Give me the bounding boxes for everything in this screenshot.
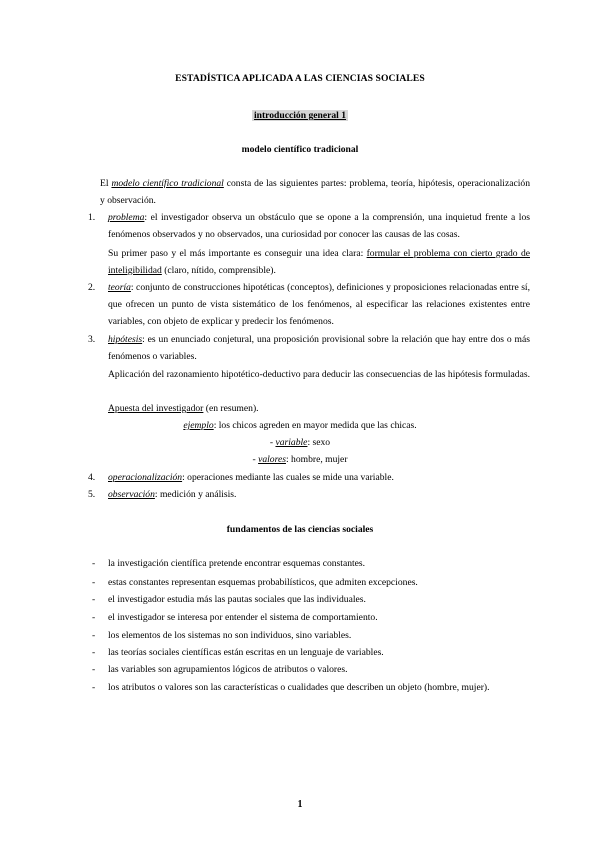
list-item-operacionalizacion — [88, 469, 530, 486]
extra-post: (claro, nítido, comprensible). — [161, 265, 276, 276]
hipotesis-extra: Aplicación del razonamiento hipotético-deductivo para deducir las consecuencias de las hipótesis formuladas. — [108, 369, 530, 380]
extra-underlined: formular el problema con cierto grado de inteligibilidad — [108, 248, 530, 276]
bullet-text: las teorías sociales científicas están escritas en un lenguaje de variables. — [108, 647, 384, 658]
item-text: : el investigador observa un obstáculo que se opone a la comprensión, una inquietud frente a los fenómenos observados y no observados, una curiosidad por conocer las causas de las cosas. — [108, 212, 530, 240]
section-title-fundamentos: fundamentos de las ciencias sociales — [226, 524, 374, 535]
list-number: 1. — [88, 212, 96, 223]
ejemplo-post: : los chicos agreden en mayor medida que las chicas. — [213, 420, 417, 431]
term-teoria: teoría — [108, 282, 131, 293]
bullet-text: la investigación científica pretende encontrar esquemas constantes. — [108, 558, 366, 569]
page-number: 1 — [297, 799, 303, 810]
section-title-modelo: modelo científico tradicional — [241, 144, 359, 155]
valores-post: : hombre, mujer — [285, 454, 348, 465]
apuesta-line — [108, 400, 530, 417]
document-subtitle — [0, 107, 600, 124]
bullet-dash: - — [92, 630, 96, 641]
ejemplo-term: ejemplo — [183, 420, 214, 431]
intro-paragraph — [100, 175, 530, 209]
apuesta-post: (en resumen). — [203, 403, 259, 414]
bullet-text: los atributos o valores son las características o cualidades que describen un objeto (hombre, mujer). — [108, 682, 490, 693]
bullet-dash: - — [92, 682, 96, 693]
list-item-teoria — [88, 279, 530, 330]
term-observacion: observación — [108, 489, 155, 500]
apuesta-term: Apuesta del investigador — [108, 403, 204, 414]
bullet-dash: - — [92, 647, 96, 658]
problema-extra — [108, 245, 530, 279]
bullet-dash: - — [92, 612, 96, 623]
variable-term: variable — [275, 437, 308, 448]
document-title: ESTADÍSTICA APLICADA A LAS CIENCIAS SOCIALES — [175, 73, 425, 84]
bullet-text: el investigador se interesa por entender el sistema de comportamiento. — [108, 612, 378, 623]
term-operacionalizacion: operacionalización — [108, 472, 183, 483]
valores-line — [0, 451, 600, 468]
bullet-dash: - — [92, 664, 96, 675]
list-number: 2. — [88, 282, 96, 293]
bullet-dash: - — [92, 594, 96, 605]
bullet-dash: - — [92, 577, 96, 588]
item-text: : medición y análisis. — [154, 489, 237, 500]
term-problema: problema — [108, 212, 145, 223]
list-number: 3. — [88, 334, 96, 345]
list-number: 5. — [88, 489, 96, 500]
variable-pre: - — [269, 437, 276, 448]
bullet-text: el investigador estudia más las pautas sociales que las individuales. — [108, 594, 366, 605]
bullet-dash: - — [92, 558, 96, 569]
item-text: : operaciones mediante las cuales se mide una variable. — [182, 472, 394, 483]
subtitle-text: introducción general 1 — [253, 110, 347, 121]
list-number: 4. — [88, 472, 96, 483]
list-item-problema — [88, 209, 530, 243]
bullet-text: estas constantes representan esquemas probabilísticos, que admiten excepciones. — [108, 577, 418, 588]
intro-term: modelo científico tradicional — [111, 178, 224, 189]
variable-line — [0, 434, 600, 451]
ejemplo-line — [0, 417, 600, 434]
item-text: : es un enunciado conjetural, una proposición provisional sobre la relación que hay entre dos o más fenómenos o variables. — [108, 334, 530, 362]
intro-post: consta de las siguientes partes: problema, teoría, hipótesis, operacionalización y observación. — [100, 178, 530, 206]
valores-term: valores — [258, 454, 286, 465]
intro-pre: El — [100, 178, 112, 189]
list-item-observacion — [88, 486, 530, 503]
term-hipotesis: hipótesis — [108, 334, 143, 345]
valores-pre: - — [252, 454, 259, 465]
variable-post: : sexo — [307, 437, 331, 448]
bullet-text: las variables son agrupamientos lógicos de atributos o valores. — [108, 664, 348, 675]
list-item-hipotesis — [88, 331, 530, 365]
item-text: : conjunto de construcciones hipotéticas (conceptos), definiciones y proposiciones relacionadas entre sí, que ofrecen un punto de vista sistemático de los fenómenos, al especificar las relaciones existentes entre variables, con objeto de explicar y predecir los fenómenos. — [108, 282, 530, 327]
bullet-text: los elementos de los sistemas no son individuos, sino variables. — [108, 630, 352, 641]
extra-pre: Su primer paso y el más importante es conseguir una idea clara: — [108, 248, 367, 259]
